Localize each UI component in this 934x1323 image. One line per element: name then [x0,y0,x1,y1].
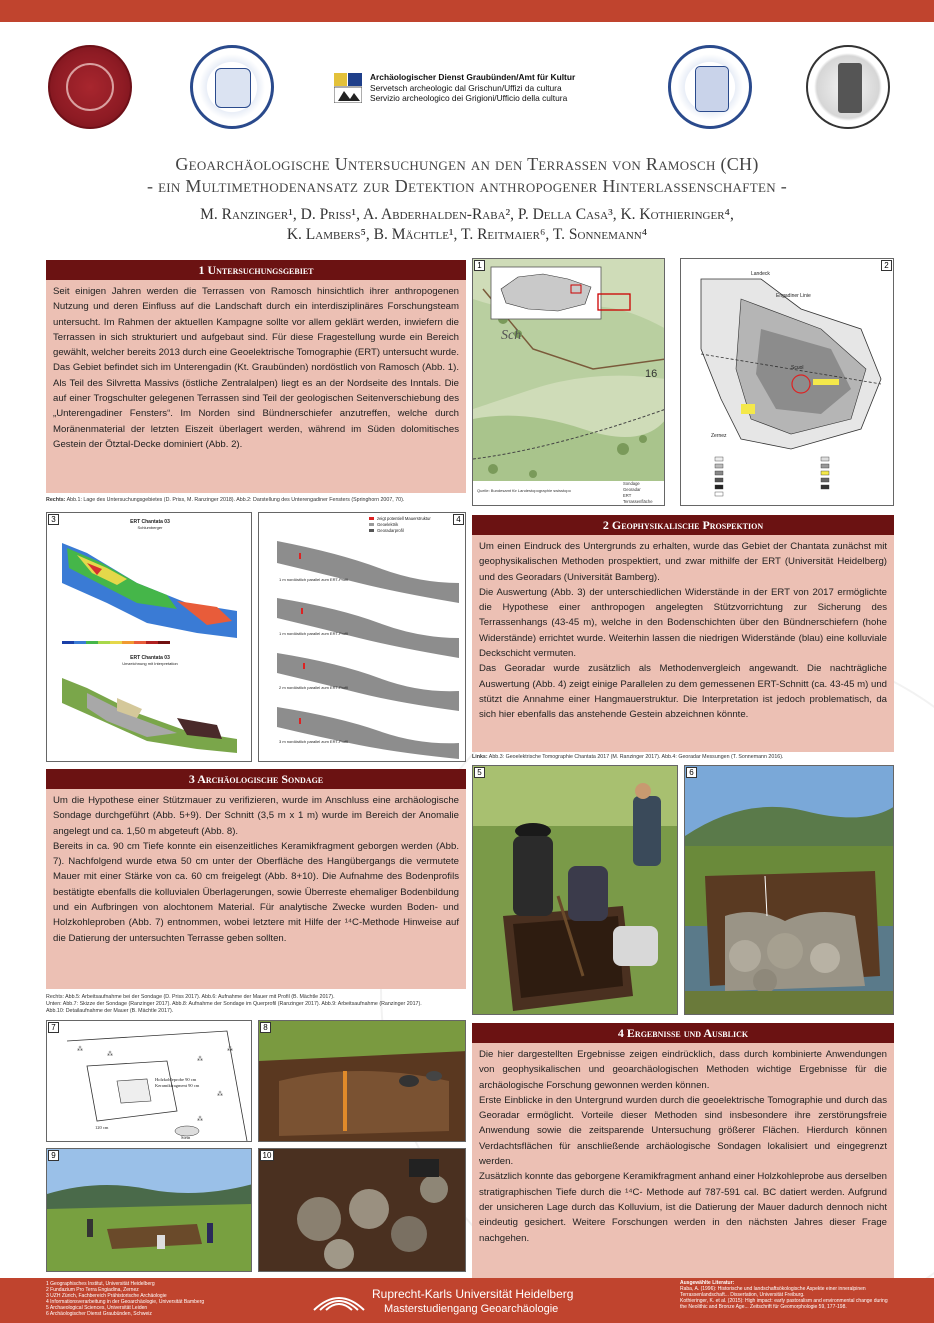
figure-7-number: 7 [48,1022,59,1033]
section-4-heading: 4 Ergebnisse und Ausblick [472,1023,894,1043]
authors-line-1: M. Ranzinger¹, D. Priss¹, A. Abderhalden-Raba², P. Della Casa³, K. Kothieringer⁴, [200,206,734,223]
section-1-body [46,280,466,493]
figure-10-photo-graphic [259,1149,466,1272]
figure-7-label-2: Keramikfragment 90 cm [155,1083,200,1088]
section-2-caption-text: Abb.3: Geoelektrische Tomographie Chantata 2017 (M. Ranzinger 2017). Abb.4: Georadar Messungen (T. Sonnemann 2016). [488,754,784,760]
figure-6-photo [684,765,894,1015]
svg-text:⁂: ⁂ [227,1046,233,1053]
figure-6-photo-graphic [685,766,894,1015]
section-4-para-1: Die hier dargestellten Ergebnisse zeigen eindrücklich, dass durch kombinierte Anwendungen von geophysikalischen und geoarchäologischen Methoden wichtige Ergebnisse für die archäologische Forschung gewonnen werden können. [479,1049,887,1091]
figure-2-label-3: Zernez [711,433,727,439]
figure-8-number: 8 [260,1022,271,1033]
section-3-caption [46,994,466,1015]
section-3-para-2: Bereits in ca. 90 cm Tiefe konnte ein eisenzeitliches Keramikfragment geborgen werden (Abb. 7). Nachfolgend wurde etwa 50 cm unter der Oberfläche des Hangübergangs die vermutete Mauer mit einer Stärke von ca. 60 cm freigelegt (Abb. 8+10). Die Aufnahme des Bodenprofils bestätigte ebenfalls die kolluvialen Überlagerungen, sowie Überreste ehemaliger Bodenbildung und ein Aufbringen von alochtonem Material. Für analytische Zwecke wurden Boden- und Holzkohleproben (Abb. 7) entnommen, wobei letztere mit Hilfe der ¹⁴C-Methode Hinweise auf die Datierung der untersuchten Terrasse geben sollten. [53,840,459,944]
bamberg-seal-icon [190,45,274,129]
figure-1-legend-3: Terrassenfläche [623,499,653,504]
footer-university: Ruprecht-Karls Universität Heidelberg [372,1287,574,1301]
svg-text:⁂: ⁂ [197,1116,203,1123]
figure-1-source: Quelle: Bundesamt für Landestopographie swisstopo [477,488,571,493]
figure-4-legend-2: Georadarprofil [377,528,404,533]
section-1-heading: 1 Untersuchungsgebiet [46,260,466,280]
poster-title-line-2: - ein Multimethodenansatz zur Detektion anthropogener Hinterlassenschaften - [146,176,788,196]
adg-text-block [370,72,630,104]
graubuenden-crest-icon [334,73,362,103]
svg-text:⁂: ⁂ [107,1051,113,1058]
figure-4-georadar-graphic [259,513,466,762]
figure-7-label-3: Stein [181,1135,191,1140]
figure-1-road-number: 16 [645,368,658,380]
authors-line-2: K. Lambers⁵, B. Mächtle¹, T. Reitmaier⁶, T. Sonnemann⁴ [286,226,648,243]
svg-text:⁂: ⁂ [77,1046,83,1053]
figure-9-photo [46,1148,252,1272]
figure-2-label-1: Engadiner Linie [776,293,811,299]
section-2-heading: 2 Geophysikalische Prospektion [472,515,894,535]
section-4-body [472,1043,894,1289]
figure-3-number: 3 [48,514,59,525]
affiliation-6: 6 Archäologischer Dienst Graubünden, Schweiz [46,1311,152,1317]
adg-line-1: Archäologischer Dienst Graubünden/Amt für Kultur [370,72,576,82]
section-3-caption-1: Rechts: Abb.5: Arbeitsaufnahme bei der Sondage (D. Priss 2017). Abb.6: Aufnahme der Mauer mit Profil (B. Mächtle 2017). [46,994,335,1000]
section-2-para-3: Das Georadar wurde zusätzlich als Methodenvergleich angewandt. Die nachträgliche Auswertung (Abb. 4) zeigt einige Parallelen zu dem gemessenen ERT-Schnitt (ca. 43-45 m) und stützt die Annahme einer Hangmauerstruktur. Die Interpretation ist jedoch problematisch, da sich hier ebenfalls das anstehende Gestein abzeichnen könnte. [479,663,887,721]
leiden-seal-icon [668,45,752,129]
heidelberg-emblem-icon [312,1290,366,1312]
affiliation-4: 4 Informationsverarbeitung in der Geoarchäologie, Universität Bamberg [46,1299,205,1305]
section-1-caption-label: Rechts: [46,497,66,503]
figure-7-sketch-graphic [47,1021,252,1142]
figure-10-number: 10 [260,1150,274,1161]
figure-10-photo [258,1148,466,1272]
adg-line-3: Servizio archeologico dei Grigioni/Ufficio della cultura [370,93,568,103]
figure-1-legend-0: Sondage [623,481,640,486]
section-4-para-3: Zusätzlich konnte das geborgene Keramikfragment anhand einer Holzkohleprobe aus derselben stratigraphischen Tiefe durch die ¹⁴C- Methode auf 787-591 cal. BC datiert werden. Aufgrund der unsicheren Lage durch das Kolluvium, ist die Datierung der Mauer dadurch dennoch nicht eindeutig gesichert. Weitere Forschungen werden in den nächsten Jahres dieser Frage nachgehen. [479,1171,887,1244]
figure-5-photo-graphic [473,766,678,1015]
section-3-caption-3: Abb.10: Detailaufnahme der Mauer (B. Mächtle 2017). [46,1008,174,1014]
figure-1-number: 1 [474,260,485,271]
zurich-seal-icon [806,45,890,129]
figure-2-label-0: Landeck [751,271,770,277]
figure-2-geology-map [680,258,894,506]
section-1-caption-text: Abb.1: Lage des Untersuchungsgebietes (D. Priss, M. Ranzinger 2018). Abb.2: Darstellung des Unterengadiner Fensters (Springhorn 2007, 70). [66,497,405,503]
section-1-para-2: Das Gebiet befindet sich im Unterengadin (Kt. Graubünden) nordöstlich von Ramosch (Abb. 1). Als Teil des Silvretta Massivs (östliche Zentralalpen) liegt es an der Nordseite des Inntals. Die auf einer Trogschulter gelegenen Terrassen sind Teil der geologischen Seitenverschiebung des „Unterengadiner Fensters“. Im Norden sind Bündnerschiefer anzutreffen, welche durch Moränenmaterial der letzten Eiszeit überlagert werden, während im Süden dolomitisches Gestein der Ötztal-Decke dominiert (Abb. 2). [53,362,459,450]
figure-7-label-1: Holzkohleprobe 90 cm [155,1077,197,1082]
section-1-para-1: Seit einigen Jahren werden die Terrassen von Ramosch hinsichtlich ihrer anthropogenen Nutzung und deren Einfluss auf die Landschaft durch ein interdisziplinäres Forschungsteam untersucht. Im Rahmen der aktuellen Kampagne sollte vor allem geklärt werden, inwiefern die Terrassen in sich strukturiert und aufgebaut sind. Für diese Fragestellung wurde ein Bereich gewählt, welcher bereits 2013 durch eine Geoelektrische Tomographie (ERT) untersucht wurde. [53,286,459,359]
figure-1-legend-2: ERT [623,493,632,498]
figure-7-label-4: 120 cm [95,1125,109,1130]
affiliation-2: 2 Fundazium Pro Terra Engiadina, Zernez [46,1287,139,1293]
figure-2-label-2: Scuol [791,365,804,371]
section-2-caption-label: Links: [472,754,488,760]
literature-title: Ausgewählte Literatur: [680,1280,735,1286]
figure-9-number: 9 [48,1150,59,1161]
figure-1-map [472,258,665,506]
literature-1: Raba, A. (1996): Historische und landschaftsökologische Aspekte einer inneralpinen Terrassenlandschaft... Dissertation, Universität Freiburg. [680,1286,866,1298]
section-2 [472,515,894,752]
section-1-caption [46,497,466,504]
footer [0,1278,934,1323]
figure-2-geology-graphic [681,259,894,506]
svg-text:⁂: ⁂ [197,1056,203,1063]
affiliation-1: 1 Geographisches Institut, Universität Heidelberg [46,1281,155,1287]
figure-4-profile-label-3: 3 m nordöstlich parallel zum ERT-Profil [279,739,349,744]
figure-1-map-graphic [473,259,665,506]
adg-line-2: Servetsch archeologic dal Grischun/Uffizi da cultura [370,82,562,93]
figure-4-number: 4 [453,514,464,525]
section-3-body [46,789,466,989]
figure-2-number: 2 [881,260,892,271]
affiliation-5: 5 Archaeological Sciences, Universität Leiden [46,1305,148,1311]
section-2-caption [472,754,894,761]
figure-4-legend-1: Geoelektrik [377,522,399,527]
footer-affiliations [46,1281,276,1317]
figure-5-photo [472,765,678,1015]
figure-9-photo-graphic [47,1149,252,1272]
section-3-heading: 3 Archäologische Sondage [46,769,466,789]
figure-3-ert [46,512,252,762]
figure-7-sketch [46,1020,252,1142]
figure-3-ert-graphic [47,513,252,762]
section-2-body [472,535,894,752]
figure-3-bottom-title: ERT Chantata 03 [130,655,170,661]
section-4 [472,1023,894,1289]
figure-5-number: 5 [474,767,485,778]
figure-4-profile-label-2: 2 m nordöstlich parallel zum ERT-Profil [279,685,349,690]
poster-title-line-1: Geoarchäologische Untersuchungen an den Terrassen von Ramosch (CH) [175,154,759,174]
footer-program: Masterstudiengang Geoarchäologie [384,1303,559,1315]
section-3-para-1: Um die Hypothese einer Stützmauer zu verifizieren, wurde im Anschluss eine archäologische Sondage durchgeführt (Abb. 5+9). Der Schnitt (3,5 m x 1 m) wurde im Bereich der Anomalie angelegt und ca. 1,50 m abgeteuft (Abb. 8). [53,795,459,837]
svg-text:⁂: ⁂ [217,1091,223,1098]
heidelberg-seal-icon [48,45,132,129]
figure-6-number: 6 [686,767,697,778]
section-2-para-1: Um einen Eindruck des Untergrunds zu erhalten, wurde das Gebiet der Chantata zunächst mit geophysikalischen Methoden prospektiert, und zwar mithilfe der ERT (Universität Heidelberg) und des Georadars (Universität Bamberg). [479,541,887,583]
figure-4-profile-label-0: 1 m nordöstlich parallel zum ERT-Profil [279,577,349,582]
figure-1-map-word: Sch [501,328,522,343]
figure-1-legend-1: Georadar [623,487,641,492]
section-4-para-2: Erste Einblicke in den Untergrund wurden durch die geoelektrische Tomographie und durch das Georadar ermöglicht. Vorteile dieser Methoden sind insbesondere ihre zerstörungsfreie Anwendung sowie die zeitsparende Untersuchung größerer Flächen. Hierdurch können Verdachtsflächen für anschließende archäologische Sondagen lokalisiert und eingegrenzt werden. [479,1094,887,1168]
affiliation-3: 3 UZH Zürich, Fachbereich Prähistorische Archäologie [46,1293,167,1299]
section-2-para-2: Die Auswertung (Abb. 3) der unterschiedlichen Widerstände in der ERT von 2017 ermöglichte die Hypothese einer anthropogen angelegten Stützvorrichtung zur Sicherung des Terrassenhangs (43-45 m), welche in den Bodenschichten über den Bündnerschiefern (hohe Widerstände) errichtet wurde. Weiterhin lassen die niedrigen Widerstände (blau) eine kolluviale Deckschicht vermuten. [479,586,887,660]
figure-3-top-subtitle: Schlumberger [137,525,163,530]
section-3 [46,769,466,989]
section-3-caption-2: Unten: Abb.7: Skizze der Sondage (Ranzinger 2017). Abb.8: Aufnahme der Sondage im Querprofil (Ranzinger 2017). Abb.9: Arbeitsaufnahme (Ranzinger 2017). [46,1001,422,1007]
section-1 [46,260,466,493]
figure-3-bottom-subtitle: Umzeichnung mit Interpretation [122,661,178,666]
figure-4-georadar [258,512,466,762]
figure-4-profile-label-1: 1 m nordöstlich parallel zum ERT-Profil [279,631,349,636]
figure-8-photo [258,1020,466,1142]
figure-3-top-title: ERT Chantata 03 [130,519,170,525]
top-accent-bar [0,0,934,22]
literature-2: Kothieringer, K. et al. (2015): High impact: early pastoralism and environmental change during the Neolithic and Bronze Age... Zeitschrift für Geomorphologie 59, 177-198. [680,1298,888,1310]
figure-4-legend-0: zeigt potentiell Mauerstruktur [377,516,431,521]
footer-literature [680,1280,894,1310]
figure-8-photo-graphic [259,1021,466,1142]
